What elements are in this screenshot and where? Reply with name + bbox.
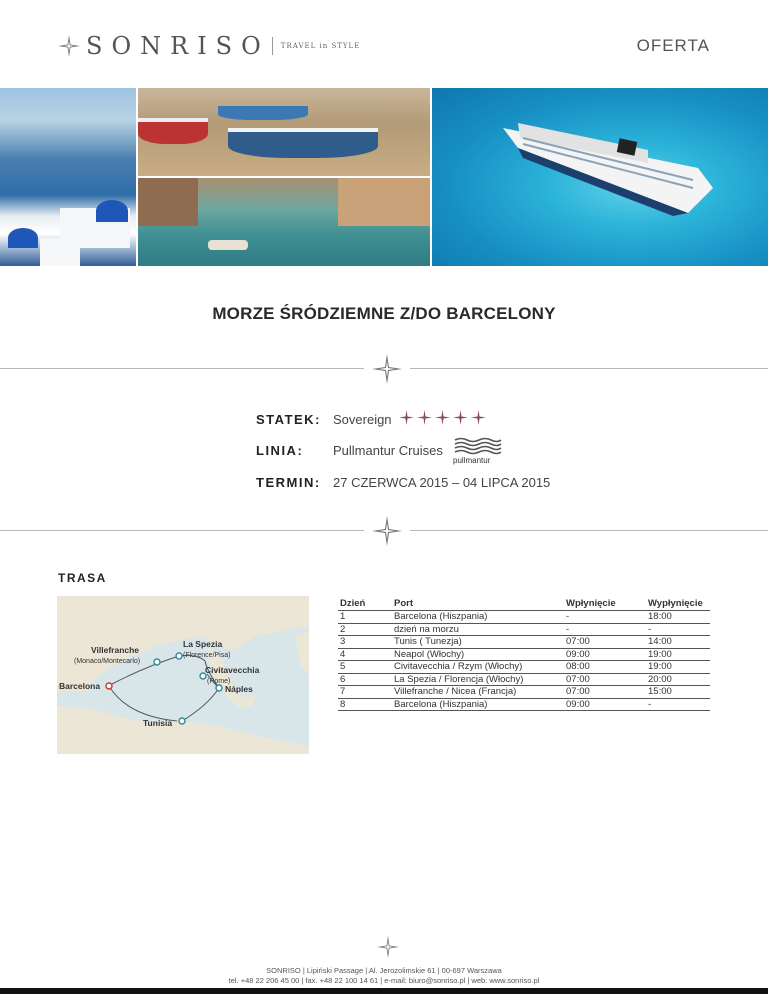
cell-day: 7 [338, 686, 392, 699]
footer-contact[interactable]: tel. +48 22 206 45 00 | fax. +48 22 100 14 61 | e-mail: biuro@sonriso.pl | web: www.sonriso.pl [228, 976, 540, 985]
table-row [338, 636, 710, 649]
cell-arrival: 09:00 [564, 698, 646, 711]
photo-fishing-boats [138, 88, 430, 176]
map-label-civitavecchia-sub: (Rome) [207, 678, 231, 685]
table-row [338, 623, 710, 636]
cell-arrival: 07:00 [564, 673, 646, 686]
cell-day: 4 [338, 648, 392, 661]
rating-star-icon [435, 410, 450, 425]
compass-star-icon [58, 35, 80, 57]
cell-day: 3 [338, 636, 392, 649]
line-value: Pullmantur Cruises [333, 443, 443, 458]
term-label: TERMIN: [256, 475, 321, 490]
table-row [338, 698, 710, 711]
itinerary-table [338, 597, 710, 711]
cell-departure: 20:00 [646, 673, 710, 686]
map-label-la-spezia: La Spezia [183, 639, 223, 649]
cell-day: 2 [338, 623, 392, 636]
cell-departure: - [646, 623, 710, 636]
col-header-arrival: Wpłynięcie [566, 598, 616, 609]
cell-arrival: 07:00 [564, 686, 646, 699]
cell-day: 5 [338, 661, 392, 674]
footer [0, 966, 768, 986]
cell-departure: 15:00 [646, 686, 710, 699]
rating-star-icon [471, 410, 486, 425]
cell-port: dzień na morzu [392, 623, 564, 636]
table-row [338, 648, 710, 661]
rating-star-icon [453, 410, 468, 425]
cell-port: Barcelona (Hiszpania) [392, 698, 564, 711]
cell-port: Neapol (Włochy) [392, 648, 564, 661]
route-heading: TRASA [58, 571, 107, 585]
col-header-day: Dzień [340, 598, 366, 609]
ship-label: STATEK: [256, 412, 321, 427]
rating-star-icon [399, 410, 414, 425]
col-header-port: Port [394, 598, 413, 609]
map-label-villefranche: Villefranche [91, 645, 140, 655]
term-value: 27 CZERWCA 2015 – 04 LIPCA 2015 [333, 475, 551, 490]
route-map [57, 596, 309, 754]
table-row [338, 673, 710, 686]
offer-title: MORZE ŚRÓDZIEMNE Z/DO BARCELONY [212, 304, 556, 323]
pullmantur-logo-text: pullmantur [453, 456, 491, 465]
cell-arrival: - [564, 623, 646, 636]
cruise-ship-illustration [498, 108, 718, 218]
cell-port: Villefranche / Nicea (Francja) [392, 686, 564, 699]
logo-divider [272, 37, 273, 55]
sonriso-logo[interactable] [58, 32, 360, 60]
pullmantur-logo [451, 436, 503, 466]
document-type: OFERTA [636, 36, 710, 55]
compass-star-icon [377, 936, 399, 958]
header [0, 0, 768, 88]
cell-departure: 14:00 [646, 636, 710, 649]
cell-arrival: 09:00 [564, 648, 646, 661]
line-label: LINIA: [256, 443, 304, 458]
cell-port: La Spezia / Florencja (Włochy) [392, 673, 564, 686]
map-label-naples: Náples [225, 684, 253, 694]
cell-departure: 19:00 [646, 661, 710, 674]
ship-value: Sovereign [333, 412, 392, 427]
cell-departure: 19:00 [646, 648, 710, 661]
compass-star-icon [372, 354, 402, 384]
cell-day: 6 [338, 673, 392, 686]
cell-port: Barcelona (Hiszpania) [392, 611, 564, 624]
cell-arrival: - [564, 611, 646, 624]
map-label-tunisia: Tunisia [143, 718, 173, 728]
cell-arrival: 07:00 [564, 636, 646, 649]
photo-venice-canal [138, 178, 430, 266]
photo-santorini [0, 88, 136, 266]
divider [0, 354, 768, 384]
cell-port: Civitavecchia / Rzym (Włochy) [392, 661, 564, 674]
table-header-row [338, 597, 710, 611]
ship-rating [399, 410, 486, 425]
rating-star-icon [417, 410, 432, 425]
table-row [338, 686, 710, 699]
map-label-civitavecchia: Civitavecchia [205, 665, 260, 675]
cell-arrival: 08:00 [564, 661, 646, 674]
map-label-la-spezia-sub: (Florence/Pisa) [183, 652, 231, 659]
bottom-bar [0, 988, 768, 994]
footer-address: SONRISO | Lipiński Passage | Al. Jerozolimskie 61 | 00-697 Warszawa [266, 966, 502, 975]
cell-departure: - [646, 698, 710, 711]
compass-star-icon [372, 516, 402, 546]
divider [0, 516, 768, 546]
table-row [338, 661, 710, 674]
cell-departure: 18:00 [646, 611, 710, 624]
logo-text: SONRISO [86, 32, 270, 60]
cell-port: Tunis ( Tunezja) [392, 636, 564, 649]
map-label-villefranche-sub: (Monaco/Montecarlo) [74, 658, 141, 665]
logo-tagline: TRAVEL in STYLE [280, 42, 361, 50]
col-header-departure: Wypłynięcie [648, 598, 703, 609]
cell-day: 8 [338, 698, 392, 711]
table-row [338, 611, 710, 624]
map-label-barcelona: Barcelona [59, 681, 101, 691]
cell-day: 1 [338, 611, 392, 624]
